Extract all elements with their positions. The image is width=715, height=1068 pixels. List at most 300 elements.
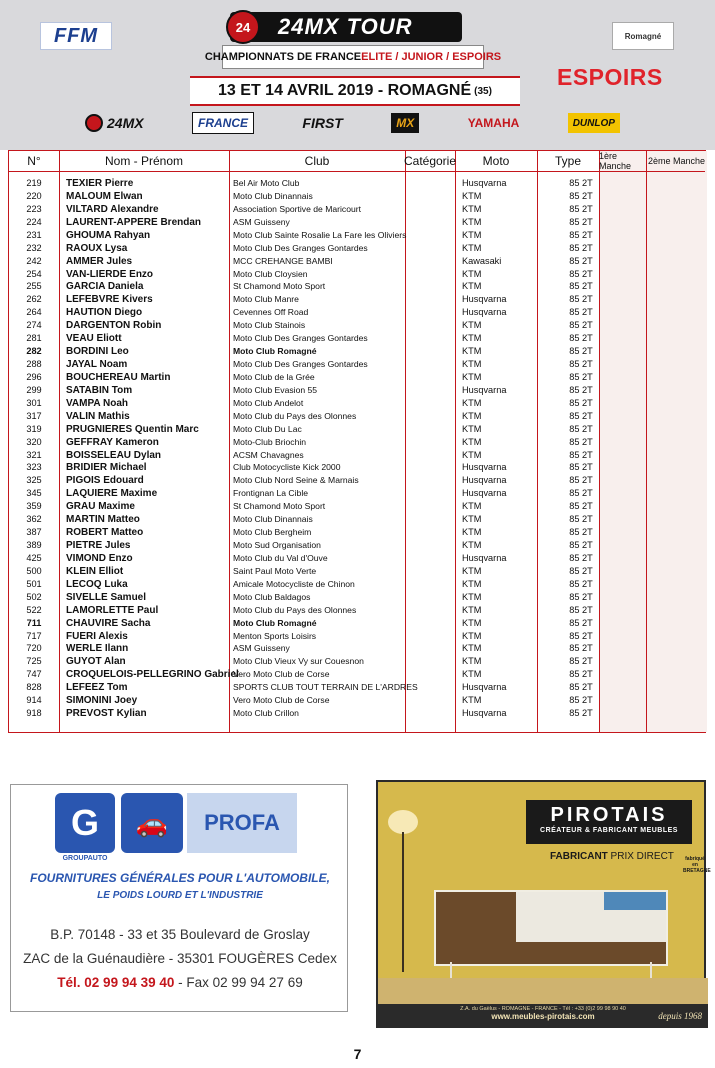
rider-moto: KTM (462, 203, 482, 214)
rider-club: Moto Club Crillon (233, 708, 299, 719)
rider-name: VIMOND Enzo (66, 552, 133, 564)
rider-moto: Husqvarna (462, 475, 507, 486)
rider-moto: KTM (462, 527, 482, 538)
rider-number: 828 (26, 682, 42, 693)
rider-name: ROBERT Matteo (66, 527, 144, 539)
rider-number: 232 (26, 242, 42, 253)
table-row (9, 255, 705, 268)
rider-type: 85 2T (569, 203, 593, 214)
table-row (9, 436, 705, 449)
rider-name: GUYOT Alan (66, 656, 126, 668)
rider-club: ACSM Chavagnes (233, 449, 304, 460)
rider-name: LAMORLETTE Paul (66, 604, 159, 616)
tour-banner (230, 12, 462, 42)
rider-type: 85 2T (569, 397, 593, 408)
rider-number: 359 (26, 501, 42, 512)
rider-type: 85 2T (569, 475, 593, 486)
rider-type: 85 2T (569, 578, 593, 589)
table-row (9, 552, 705, 565)
rider-club: Moto Club Vieux Vy sur Couesnon (233, 656, 364, 667)
sponsor-dunlop-logo: DUNLOP (568, 113, 620, 133)
rider-moto: KTM (462, 423, 482, 434)
rider-moto: Kawasaki (462, 255, 502, 266)
rider-club: Moto Club Baldagos (233, 591, 311, 602)
table-row (9, 358, 705, 371)
event-header (0, 0, 715, 150)
rider-moto: KTM (462, 591, 482, 602)
groupauto-address-line2: ZAC de la Guénaudière - 35301 FOUGÈRES Cedex (23, 951, 337, 966)
rider-club: Moto Sud Organisation (233, 540, 321, 551)
table-row (9, 578, 705, 591)
rider-club: Menton Sports Loisirs (233, 630, 317, 641)
rider-type: 85 2T (569, 604, 593, 615)
rider-type: 85 2T (569, 630, 593, 641)
rider-number: 255 (26, 281, 42, 292)
header-moto: Moto (482, 154, 510, 168)
header-club: Club (304, 154, 330, 168)
rider-number: 502 (26, 591, 42, 602)
header-type: Type (554, 154, 581, 168)
rider-name: CROQUELOIS-PELLEGRINO Gabriel (66, 669, 239, 681)
rider-club: Moto Club Dinannais (233, 514, 313, 525)
table-row (9, 384, 705, 397)
rider-moto: KTM (462, 281, 482, 292)
sponsor-france-logo: FRANCE (192, 112, 254, 134)
rider-number: 345 (26, 488, 42, 499)
rider-name: BOISSELEAU Dylan (66, 449, 162, 461)
groupauto-advert (10, 784, 348, 1012)
rider-number: 720 (26, 643, 42, 654)
rider-moto: KTM (462, 268, 482, 279)
lamp-pole (402, 832, 404, 972)
rider-type: 85 2T (569, 540, 593, 551)
rider-club: Vero Moto Club de Corse (233, 669, 330, 680)
rider-moto: Husqvarna (462, 307, 507, 318)
rider-number: 319 (26, 423, 42, 434)
rider-name: MALOUM Elwan (66, 190, 143, 202)
lamp-icon (388, 810, 418, 834)
header-name: Nom - Prénom (104, 154, 184, 168)
rider-moto: KTM (462, 229, 482, 240)
rider-moto: KTM (462, 397, 482, 408)
rider-club: Moto Club Romagné (233, 346, 317, 357)
rider-club: Moto Club Nord Seine & Marnais (233, 475, 359, 486)
rider-type: 85 2T (569, 216, 593, 227)
rider-moto: KTM (462, 320, 482, 331)
rider-number: 219 (26, 178, 42, 188)
rider-moto: KTM (462, 617, 482, 628)
rider-club: Moto Club du Val d'Ouve (233, 552, 328, 563)
rider-type: 85 2T (569, 333, 593, 344)
groupauto-contact: Tél. 02 99 94 39 40 - Fax 02 99 94 27 69 (57, 975, 303, 990)
rider-number: 317 (26, 410, 42, 421)
rider-name: GEFFRAY Kameron (66, 436, 159, 448)
rider-club: MCC CREHANGE BAMBI (233, 255, 333, 266)
profa-brand: PROFA (187, 793, 297, 853)
rider-club: Moto Club Du Lac (233, 423, 302, 434)
rider-number: 914 (26, 695, 42, 706)
tour-title: 24MX TOUR (278, 14, 413, 39)
rider-name: SIMONINI Joey (66, 695, 138, 707)
rider-number: 389 (26, 540, 42, 551)
sponsor-mx-logo: MX (391, 113, 419, 133)
rider-club: Saint Paul Moto Verte (233, 565, 317, 576)
rider-name: VILTARD Alexandre (66, 203, 159, 215)
rider-club: Vero Moto Club de Corse (233, 695, 330, 706)
table-row (9, 229, 705, 242)
sponsor-strip (80, 112, 620, 134)
rider-moto: KTM (462, 436, 482, 447)
rider-name: JAYAL Noam (66, 359, 128, 371)
rider-club: Moto-Club Briochin (233, 436, 307, 447)
rider-name: KLEIN Elliot (66, 565, 124, 577)
rider-type: 85 2T (569, 591, 593, 602)
rider-number: 254 (26, 268, 42, 279)
table-row (9, 604, 705, 617)
rider-moto: KTM (462, 630, 482, 641)
table-row (9, 177, 705, 190)
header-manche2: 2ème Manche (647, 156, 706, 166)
rider-moto: Husqvarna (462, 462, 507, 473)
rider-club: Moto Club Romagné (233, 617, 317, 628)
table-row (9, 707, 705, 720)
rider-name: LAQUIERE Maxime (66, 488, 158, 500)
rider-moto: Husqvarna (462, 488, 507, 499)
groupauto-headline: FOURNITURES GÉNÉRALES POUR L'AUTOMOBILE, (30, 871, 330, 885)
rider-number: 223 (26, 203, 42, 214)
rider-type: 85 2T (569, 656, 593, 667)
rider-club: Moto Club du Pays des Olonnes (233, 410, 357, 421)
rider-club: ASM Guisseny (233, 643, 290, 654)
rider-club: Moto Club Dinannais (233, 190, 313, 201)
rider-number: 262 (26, 294, 42, 305)
rider-type: 85 2T (569, 565, 593, 576)
groupauto-subheadline: LE POIDS LOURD ET L'INDUSTRIE (97, 890, 263, 901)
rider-number: 288 (26, 359, 42, 370)
rider-number: 242 (26, 255, 42, 266)
pirotais-logo: PIROTAIS CRÉATEUR & FABRICANT MEUBLES (526, 800, 692, 844)
rider-type: 85 2T (569, 617, 593, 628)
rider-moto: Husqvarna (462, 708, 507, 719)
rider-number: 264 (26, 307, 42, 318)
rider-club: Frontignan La Cible (233, 488, 309, 499)
rider-type: 85 2T (569, 682, 593, 693)
rider-number: 224 (26, 216, 42, 227)
rider-number: 500 (26, 565, 42, 576)
rider-moto: KTM (462, 643, 482, 654)
rider-club: Cevennes Off Road (233, 307, 309, 318)
header-categorie: Catégorie (403, 154, 457, 168)
table-row (9, 293, 705, 306)
rider-number: 362 (26, 514, 42, 525)
rider-number: 425 (26, 552, 42, 563)
rider-name: HAUTION Diego (66, 307, 143, 319)
championship-title: CHAMPIONNATS DE FRANCE ELITE / JUNIOR / ESPOIRS (222, 45, 484, 69)
made-in-bretagne: fabriqué en BRETAGNE (683, 856, 711, 874)
rider-number: 321 (26, 449, 42, 460)
rider-club: Moto Club Stainois (233, 320, 306, 331)
rider-club: Moto Club Manre (233, 294, 299, 305)
table-row (9, 539, 705, 552)
table-row (9, 449, 705, 462)
rider-moto: KTM (462, 449, 482, 460)
rider-name: PREVOST Kylian (66, 708, 147, 720)
rider-type: 85 2T (569, 294, 593, 305)
rider-club: Moto Club de la Grée (233, 371, 315, 382)
rider-number: 717 (26, 630, 42, 641)
table-row (9, 242, 705, 255)
rider-number: 281 (26, 333, 42, 344)
rider-type: 85 2T (569, 695, 593, 706)
table-row (9, 423, 705, 436)
table-row (9, 642, 705, 655)
pirotais-fabricant: FABRICANT PRIX DIRECT (550, 851, 674, 862)
rider-name: DARGENTON Robin (66, 320, 162, 332)
rider-number: 220 (26, 190, 42, 201)
rider-name: GHOUMA Rahyan (66, 229, 151, 241)
table-row (9, 371, 705, 384)
rider-type: 85 2T (569, 462, 593, 473)
rider-name: SIVELLE Samuel (66, 591, 147, 603)
rider-club: ASM Guisseny (233, 216, 290, 227)
rider-number: 296 (26, 371, 42, 382)
sideboard-image (434, 890, 668, 966)
header-num: N° (27, 154, 41, 168)
pirotais-advert (376, 780, 711, 1028)
table-row (9, 397, 705, 410)
table-row (9, 345, 705, 358)
rider-type: 85 2T (569, 410, 593, 421)
rider-moto: KTM (462, 604, 482, 615)
rider-number: 299 (26, 384, 42, 395)
table-row (9, 203, 705, 216)
rider-name: BORDINI Leo (66, 346, 129, 358)
rider-name: LAURENT-APPERE Brendan (66, 216, 202, 228)
rider-number: 918 (26, 708, 42, 719)
rider-club: Amicale Motocycliste de Chinon (233, 578, 355, 589)
table-row (9, 268, 705, 281)
rider-name: BRIDIER Michael (66, 462, 147, 474)
rider-club: SPORTS CLUB TOUT TERRAIN DE L'ARDRES (233, 682, 418, 693)
rider-name: CHAUVIRE Sacha (66, 617, 151, 629)
rider-name: MARTIN Matteo (66, 514, 140, 526)
rider-number: 522 (26, 604, 42, 615)
rider-name: VALIN Mathis (66, 410, 130, 422)
rider-type: 85 2T (569, 242, 593, 253)
rider-moto: KTM (462, 669, 482, 680)
rider-club: Moto Club Sainte Rosalie La Fare les Oliviers (233, 229, 407, 240)
rider-type: 85 2T (569, 268, 593, 279)
table-row (9, 306, 705, 319)
24mx-round-logo-icon: 24 (226, 10, 260, 44)
rider-name: PIETRE Jules (66, 540, 131, 552)
rider-name: GARCIA Daniela (66, 281, 144, 293)
rider-moto: KTM (462, 371, 482, 382)
rider-moto: KTM (462, 410, 482, 421)
rider-type: 85 2T (569, 190, 593, 201)
rider-number: 282 (26, 346, 42, 357)
rider-number: 711 (26, 617, 42, 628)
rider-name: VEAU Eliott (66, 333, 122, 345)
groupauto-logo: G (55, 793, 115, 853)
rider-type: 85 2T (569, 423, 593, 434)
table-row (9, 591, 705, 604)
rider-name: LECOQ Luka (66, 578, 128, 590)
rider-club: Association Sportive de Maricourt (233, 203, 362, 214)
table-row (9, 216, 705, 229)
rider-type: 85 2T (569, 708, 593, 719)
page-number: 7 (353, 1046, 362, 1062)
rider-number: 501 (26, 578, 42, 589)
rider-club: Moto Club Cloysien (233, 268, 308, 279)
pirotais-url: www.meubles-pirotais.com (491, 1012, 595, 1021)
rider-type: 85 2T (569, 436, 593, 447)
rider-type: 85 2T (569, 346, 593, 357)
pirotais-footer (378, 1004, 708, 1028)
rider-number: 747 (26, 669, 42, 680)
rider-type: 85 2T (569, 449, 593, 460)
rider-club: Moto Club Andelot (233, 397, 304, 408)
rider-number: 725 (26, 656, 42, 667)
rider-name: AMMER Jules (66, 255, 133, 267)
rider-name: RAOUX Lysa (66, 242, 128, 254)
rider-club: Bel Air Moto Club (233, 178, 300, 188)
rider-moto: KTM (462, 346, 482, 357)
rider-moto: Husqvarna (462, 294, 507, 305)
table-row (9, 668, 705, 681)
rider-moto: KTM (462, 190, 482, 201)
rider-type: 85 2T (569, 501, 593, 512)
rider-moto: KTM (462, 540, 482, 551)
rider-type: 85 2T (569, 552, 593, 563)
rider-type: 85 2T (569, 255, 593, 266)
rider-type: 85 2T (569, 371, 593, 382)
rider-moto: KTM (462, 333, 482, 344)
rider-name: LEFEEZ Tom (66, 682, 128, 694)
rider-moto: KTM (462, 216, 482, 227)
sponsor-yamaha-logo: YAMAHA (467, 116, 520, 130)
table-row (9, 487, 705, 500)
rider-name: VAMPA Noah (66, 397, 129, 409)
groupauto-logo-text: GROUPAUTO (62, 855, 108, 862)
rider-type: 85 2T (569, 514, 593, 525)
rider-number: 320 (26, 436, 42, 447)
rider-club: Moto Club Des Granges Gontardes (233, 333, 368, 344)
rider-type: 85 2T (569, 643, 593, 654)
rider-name: FUERI Alexis (66, 630, 128, 642)
rider-number: 387 (26, 527, 42, 538)
rider-moto: Husqvarna (462, 682, 507, 693)
table-row (9, 461, 705, 474)
rider-club: Moto Club Des Granges Gontardes (233, 359, 368, 370)
groupauto-address-line1: B.P. 70148 - 33 et 35 Boulevard de Groslay (50, 927, 310, 942)
rider-club: St Chamond Moto Sport (233, 281, 326, 292)
table-row (9, 500, 705, 513)
rider-type: 85 2T (569, 307, 593, 318)
ffm-logo: FFM (40, 22, 112, 50)
rider-moto: KTM (462, 565, 482, 576)
table-row (9, 280, 705, 293)
rider-type: 85 2T (569, 229, 593, 240)
rider-club: Moto Club Des Granges Gontardes (233, 242, 368, 253)
rider-type: 85 2T (569, 488, 593, 499)
rider-name: SATABIN Tom (66, 384, 133, 396)
rider-type: 85 2T (569, 527, 593, 538)
rider-moto: KTM (462, 695, 482, 706)
class-label: ESPOIRS (557, 64, 663, 90)
rider-club: Moto Club du Pays des Olonnes (233, 604, 357, 615)
rider-moto: KTM (462, 514, 482, 525)
rider-club: Moto Club Bergheim (233, 527, 312, 538)
table-header (9, 151, 705, 172)
rider-moto: Husqvarna (462, 384, 507, 395)
rider-name: VAN-LIERDE Enzo (66, 268, 154, 280)
header-manche1: 1ère Manche (599, 151, 632, 171)
rider-number: 274 (26, 320, 42, 331)
rider-club: St Chamond Moto Sport (233, 501, 326, 512)
rider-type: 85 2T (569, 359, 593, 370)
organizer-logo: Romagné (612, 22, 674, 50)
rider-number: 325 (26, 475, 42, 486)
rider-name: PRUGNIERES Quentin Marc (66, 423, 199, 435)
rider-moto: Husqvarna (462, 552, 507, 563)
table-row (9, 513, 705, 526)
rider-moto: KTM (462, 578, 482, 589)
table-row (9, 617, 705, 630)
pirotais-since: depuis 1968 (658, 1011, 702, 1021)
table-row (9, 694, 705, 707)
rug-image (378, 978, 708, 1004)
rider-name: WERLE Ilann (66, 643, 129, 655)
rider-moto: KTM (462, 242, 482, 253)
rider-type: 85 2T (569, 669, 593, 680)
rider-name: TEXIER Pierre (66, 178, 134, 189)
table-row (9, 681, 705, 694)
rider-type: 85 2T (569, 281, 593, 292)
sponsor-24mx-logo: 24MX (80, 113, 149, 133)
rider-number: 301 (26, 397, 42, 408)
table-row (9, 526, 705, 539)
entry-list-table (8, 150, 706, 733)
table-row (9, 332, 705, 345)
table-row (9, 474, 705, 487)
rider-moto: KTM (462, 656, 482, 667)
sponsor-first-logo: FIRST (302, 115, 343, 131)
rider-number: 323 (26, 462, 42, 473)
table-row (9, 410, 705, 423)
event-dates: 13 ET 14 AVRIL 2019 - ROMAGNÉ (35) (190, 76, 520, 106)
rider-name: BOUCHEREAU Martin (66, 371, 171, 383)
rider-name: LEFEBVRE Kivers (66, 294, 153, 306)
car-icon: 🚗 (121, 793, 183, 853)
rider-club: Moto Club Evasion 55 (233, 384, 318, 395)
table-row (9, 190, 705, 203)
rider-moto: Husqvarna (462, 178, 507, 188)
rider-moto: KTM (462, 359, 482, 370)
table-row (9, 655, 705, 668)
rider-name: GRAU Maxime (66, 501, 135, 513)
rider-club: Club Motocycliste Kick 2000 (233, 462, 341, 473)
rider-name: PIGOIS Edouard (66, 475, 144, 487)
rider-type: 85 2T (569, 320, 593, 331)
rider-moto: KTM (462, 501, 482, 512)
table-row (9, 319, 705, 332)
table-row (9, 565, 705, 578)
pirotais-address: Z.A. du Gaëlus - ROMAGNE - FRANCE - Tél : +33 (0)2 99 98 90 40 (460, 1006, 626, 1012)
rider-number: 231 (26, 229, 42, 240)
rider-type: 85 2T (569, 384, 593, 395)
rider-type: 85 2T (569, 178, 593, 188)
